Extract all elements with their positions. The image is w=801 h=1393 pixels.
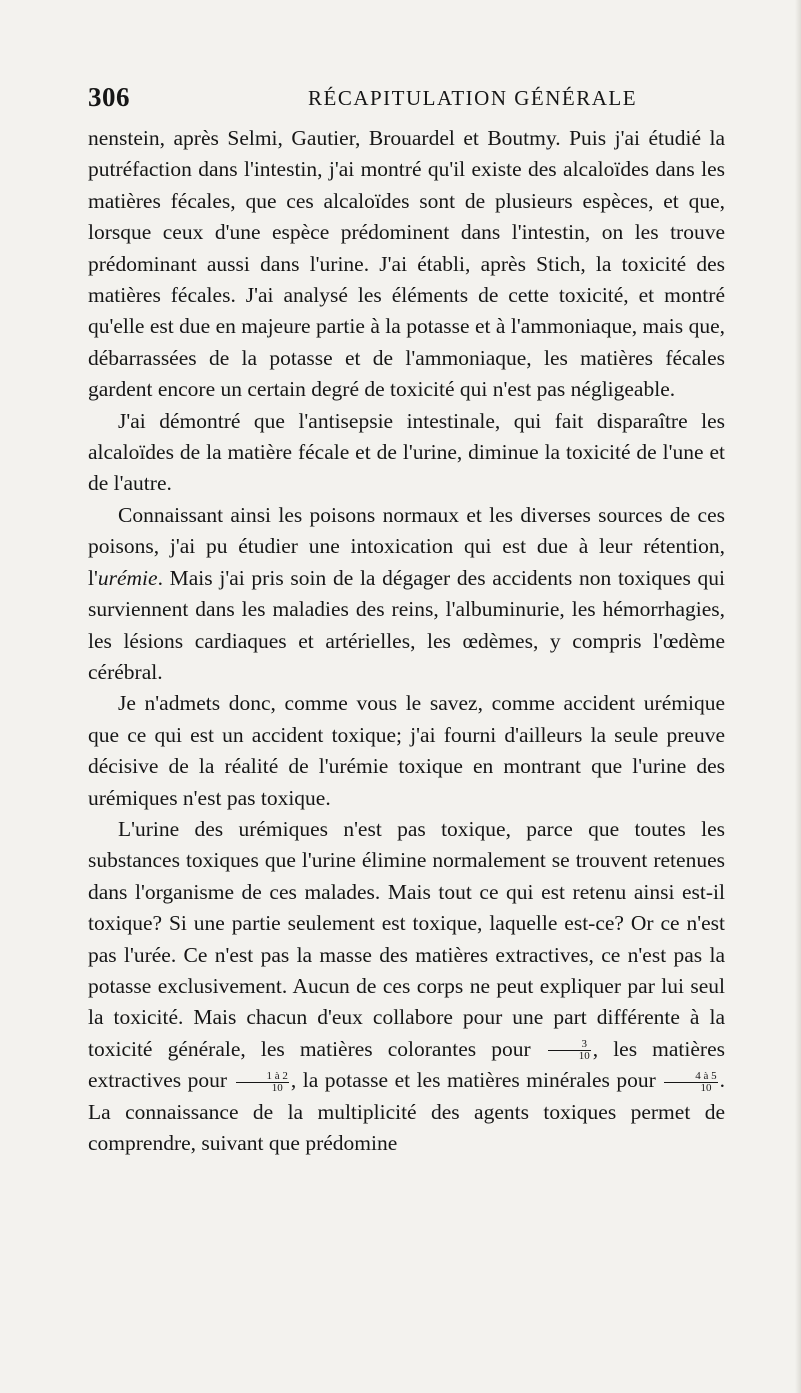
paragraph-5-text-c: , la potasse et les matières minérales pour	[290, 1068, 656, 1093]
paragraph-3	[88, 500, 725, 688]
fraction-numerator: 4 à 5	[664, 1071, 717, 1083]
fraction-denominator: 10	[271, 1081, 283, 1094]
fraction-numerator: 1 à 2	[236, 1071, 289, 1083]
page-header	[88, 82, 724, 116]
paragraph-5-text-d: . La connaissance de la multiplicité des agents toxiques permet de comprendre, suivant que prédomine	[88, 1068, 726, 1155]
page-number: 306	[88, 82, 130, 112]
fraction-colorantes	[548, 1039, 591, 1062]
italic-term-uremie: urémie	[97, 565, 158, 590]
page-edge-shadow	[795, 0, 801, 1393]
running-head: RÉCAPITULATION GÉNÉRALE	[308, 86, 638, 110]
fraction-denominator: 10	[700, 1081, 712, 1094]
paragraph-5-text-b: , les matières extractives pour	[88, 1036, 725, 1093]
paragraph-5-text-a: L'urine des urémiques n'est pas toxique, parce que toutes les substances toxiques que l'urine élimine normalement se trouvent retenues dans l'organisme de ces malades. Mais tout ce qui est retenu ainsi est-il toxique? Si une partie seulement est toxique, laquelle est-ce? Or ce n'est pas l'urée. Ce n'est pas la masse des matières extractives, ce n'est pas la potasse exclusivement. Aucun de ces corps ne peut expliquer par lui seul la toxicité. Mais chacun d'eux collabore pour une part différente à la toxicité générale, les matières colorantes pour	[88, 816, 725, 1061]
paragraph-1: nenstein, après Selmi, Gautier, Brouardel et Boutmy. Puis j'ai étudié la putréfaction dans l'intestin, j'ai montré qu'il existe des alcaloïdes dans les matières fécales, que ces alcaloïdes sont de plusieurs espèces, et que, lorsque ceux d'une espèce prédominent dans l'intestin, on les trouve prédominant aussi dans l'urine. J'ai établi, après Stich, la toxicité des matières fécales. J'ai analysé les éléments de cette toxicité, et montré qu'elle est due en majeure partie à la potasse et à l'ammoniaque, mais que, débarrassées de la potasse et de l'ammoniaque, les matières fécales gardent encore un certain degré de toxicité qui n'est pas négligeable.	[88, 126, 725, 402]
fraction-numerator: 3	[548, 1039, 591, 1051]
fraction-minerales	[664, 1071, 717, 1094]
fraction-denominator: 10	[578, 1050, 590, 1063]
paragraph-3-text-b: . Mais j'ai pris soin de la dégager des accidents non toxiques qui surviennent dans les maladies des reins, l'albuminurie, les hémorrhagies, les lésions cardiaques et artérielles, les œdèmes, y compris l'œdème cérébral.	[88, 565, 725, 684]
paragraph-2: J'ai démontré que l'antisepsie intestinale, qui fait disparaître les alcaloïdes de la matière fécale et de l'urine, diminue la toxicité de l'une et de l'autre.	[88, 408, 725, 496]
paragraph-4: Je n'admets donc, comme vous le savez, comme accident urémique que ce qui est un accident toxique; j'ai fourni d'ailleurs la seule preuve décisive de la réalité de l'urémie toxique en montrant que l'urine des urémiques n'est pas toxique.	[88, 691, 725, 810]
body-text	[88, 123, 725, 1159]
fraction-extractives	[236, 1071, 289, 1094]
paragraph-3-text-a: Connaissant ainsi les poisons normaux et les diverses sources de ces poisons, j'ai pu étudier une intoxication qui est due à leur rétention, l'	[88, 502, 725, 590]
paragraph-5	[88, 814, 725, 1159]
